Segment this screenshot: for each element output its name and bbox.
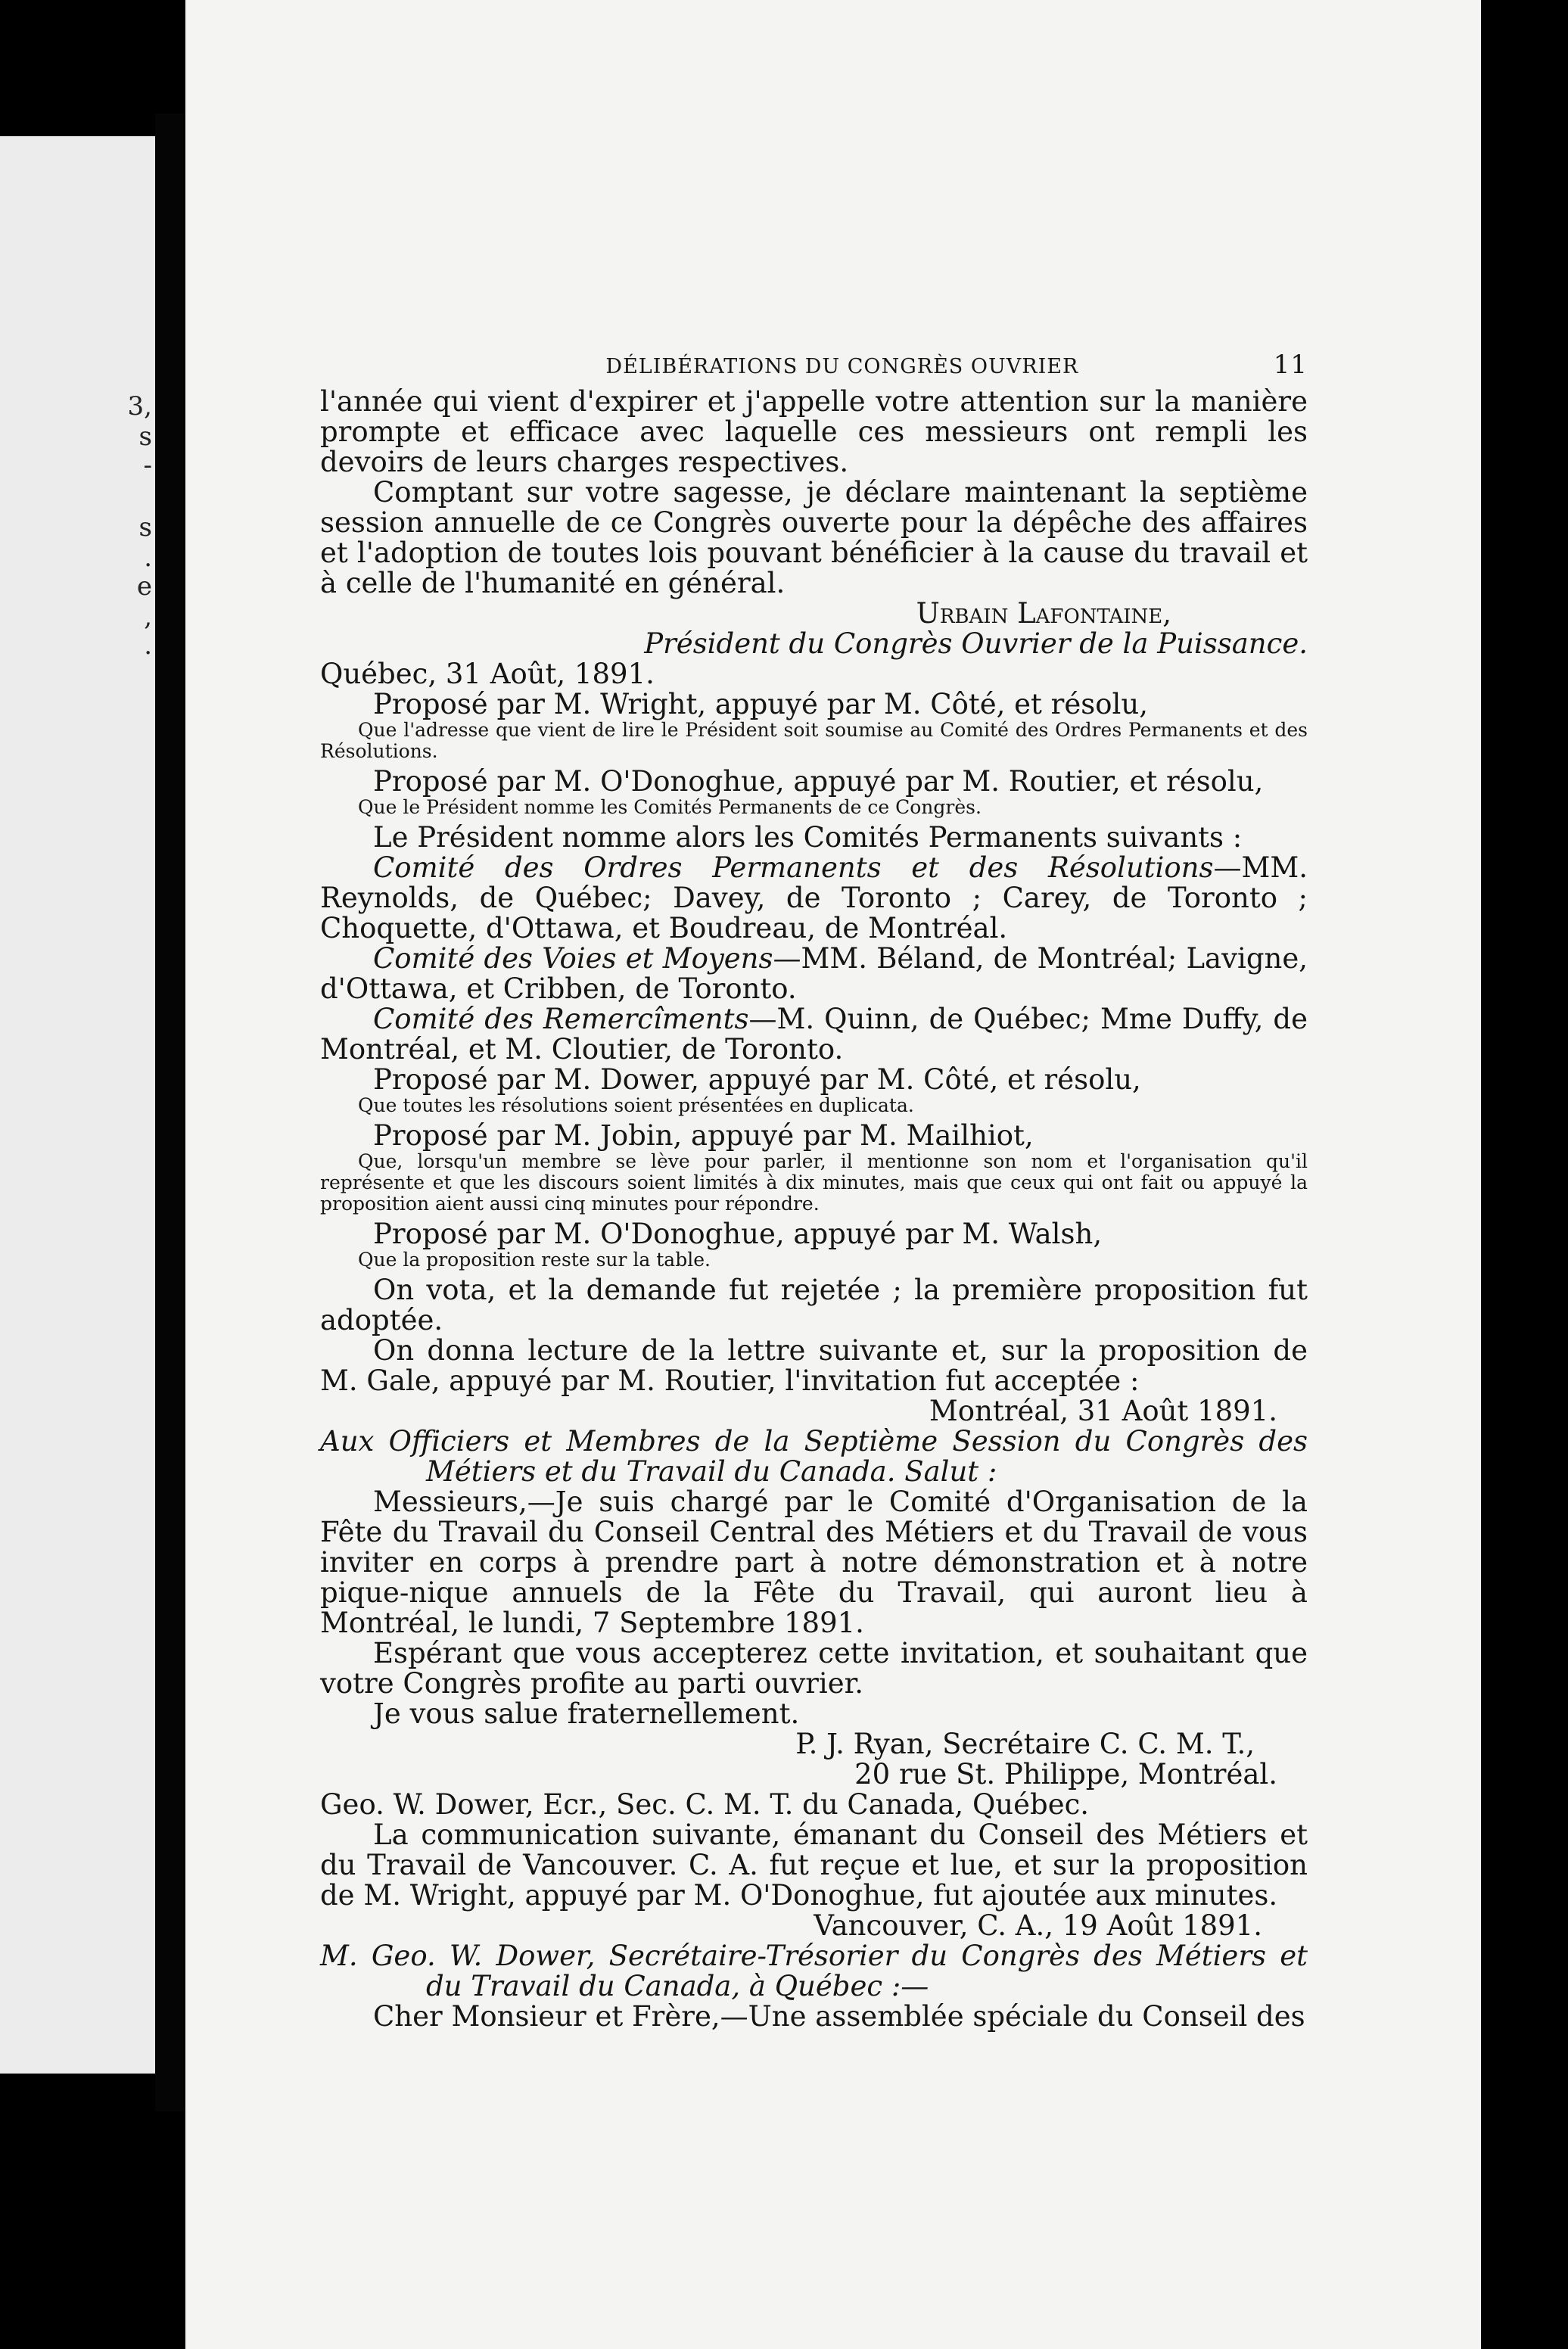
- margin-fragment: ,: [144, 602, 152, 632]
- letter-addressee: Aux Officiers et Membres de la Septième Session du Congrès des Métiers et du Travail du Canada. Salut :: [320, 1425, 1308, 1488]
- motion: Proposé par M. Dower, appuyé par M. Côté, et résolu,: [373, 1063, 1141, 1096]
- running-header: [320, 350, 1308, 382]
- book-gutter: [155, 114, 185, 2111]
- letter-signature-address: 20 rue St. Philippe, Montréal.: [854, 1758, 1277, 1791]
- letter-closing: Je vous salue fraternellement.: [373, 1697, 800, 1730]
- margin-fragment: -: [143, 450, 152, 481]
- date-line: Québec, 31 Août, 1891.: [320, 658, 655, 690]
- resolution-text: Que la proposition reste sur la table.: [358, 1249, 711, 1271]
- committee-entry: [320, 944, 1308, 1004]
- resolution-text: Que toutes les résolutions soient présentées en duplicata.: [358, 1094, 914, 1116]
- committee-name: Comité des Remercîments: [373, 1003, 749, 1035]
- motion: Proposé par M. O'Donoghue, appuyé par M. Routier, et résolu,: [373, 765, 1264, 798]
- margin-fragment: e: [136, 571, 152, 602]
- committee-members: —M. Quinn, de Québec; Mme Duffy, de Montréal, et M. Cloutier, de Toronto.: [320, 1003, 1308, 1066]
- resolution-text: Que l'adresse que vient de lire le Président soit soumise au Comité des Ordres Permanents et des Résolutions.: [320, 719, 1308, 762]
- paragraph: l'année qui vient d'expirer et j'appelle votre attention sur la manière prompte et efficace avec laquelle ces messieurs ont rempli les devoirs de leurs charges respectives.: [320, 385, 1308, 478]
- signature-title: Président du Congrès Ouvrier de la Puissance.: [644, 627, 1308, 660]
- paragraph: Le Président nomme alors les Comités Permanents suivants :: [373, 821, 1243, 854]
- motion: Proposé par M. Jobin, appuyé par M. Mailhiot,: [373, 1119, 1034, 1152]
- margin-fragment: .: [144, 630, 152, 661]
- committee-members: —MM. Béland, de Montréal; Lavigne, d'Ottawa, et Cribben, de Toronto.: [320, 942, 1308, 1005]
- resolution-text: Que le Président nomme les Comités Permanents de ce Congrès.: [358, 796, 982, 818]
- letter-body: Espérant que vous accepterez cette invitation, et souhaitant que votre Congrès profite au parti ouvrier.: [320, 1637, 1308, 1700]
- motion: Proposé par M. O'Donoghue, appuyé par M. Walsh,: [373, 1218, 1103, 1250]
- paragraph: La communication suivante, émanant du Conseil des Métiers et du Travail de Vancouver. C. A. fut reçue et lue, et sur la proposition de M. Wright, appuyé par M. O'Donoghue, fut ajoutée aux minutes.: [320, 1819, 1308, 1912]
- letter-date: Vancouver, C. A., 19 Août 1891.: [814, 1909, 1262, 1942]
- paragraph: On vota, et la demande fut rejetée ; la première proposition fut adoptée.: [320, 1274, 1308, 1336]
- margin-fragment: 3,: [127, 391, 152, 422]
- committee-entry: [320, 853, 1308, 944]
- book-page: [185, 0, 1481, 2349]
- page-number: 11: [1273, 350, 1308, 380]
- paragraph: On donna lecture de la lettre suivante et, sur la proposition de M. Gale, appuyé par M. Routier, l'invitation fut acceptée :: [320, 1334, 1308, 1397]
- letter-date: Montréal, 31 Août 1891.: [929, 1395, 1277, 1427]
- previous-page-edge: [0, 136, 155, 2074]
- letter-body: Messieurs,—Je suis chargé par le Comité d'Organisation de la Fête du Travail du Conseil Central des Métiers et du Travail de vous inviter en corps à prendre part à notre démonstration et à notre pique-nique annuels de la Fête du Travail, qui auront lieu à Montréal, le lundi, 7 Septembre 1891.: [320, 1486, 1308, 1639]
- letter-recipient: Geo. W. Dower, Ecr., Sec. C. M. T. du Canada, Québec.: [320, 1788, 1090, 1821]
- committee-name: Comité des Ordres Permanents et des Résolutions: [373, 851, 1214, 884]
- margin-fragment: s: [138, 422, 152, 452]
- page-text: [320, 350, 1308, 2032]
- margin-fragment: .: [144, 543, 152, 573]
- committee-entry: [320, 1004, 1308, 1065]
- committee-members: —MM. Reynolds, de Québec; Davey, de Toronto ; Carey, de Toronto ; Choquette, d'Ottawa, et Boudreau, de Montréal.: [320, 851, 1308, 944]
- margin-fragment: s: [138, 512, 152, 543]
- motion: Proposé par M. Wright, appuyé par M. Côté, et résolu,: [373, 688, 1148, 720]
- letter-addressee: M. Geo. W. Dower, Secrétaire-Trésorier du Congrès des Métiers et du Travail du Canada, à Québec :—: [320, 1940, 1308, 2002]
- committee-name: Comité des Voies et Moyens: [373, 942, 773, 975]
- letter-signature: P. J. Ryan, Secrétaire C. C. M. T.,: [795, 1728, 1255, 1760]
- letter-body: Cher Monsieur et Frère,—Une assemblée spéciale du Conseil des: [373, 2000, 1305, 2033]
- paragraph: Comptant sur votre sagesse, je déclare maintenant la septième session annuelle de ce Congrès ouverte pour la dépêche des affaires et l'adoption de toutes lois pouvant bénéficier à la cause du travail et à celle de l'humanité en général.: [320, 476, 1308, 599]
- running-title: DÉLIBÉRATIONS DU CONGRÈS OUVRIER: [605, 355, 1079, 378]
- signature-name: Urbain Lafontaine,: [916, 597, 1171, 630]
- resolution-text: Que, lorsqu'un membre se lève pour parler, il mentionne son nom et l'organisation qu'il représente et que les discours soient limités à dix minutes, mais que ceux qui ont fait ou appuyé la proposition aient aussi cinq minutes pour répondre.: [320, 1150, 1308, 1215]
